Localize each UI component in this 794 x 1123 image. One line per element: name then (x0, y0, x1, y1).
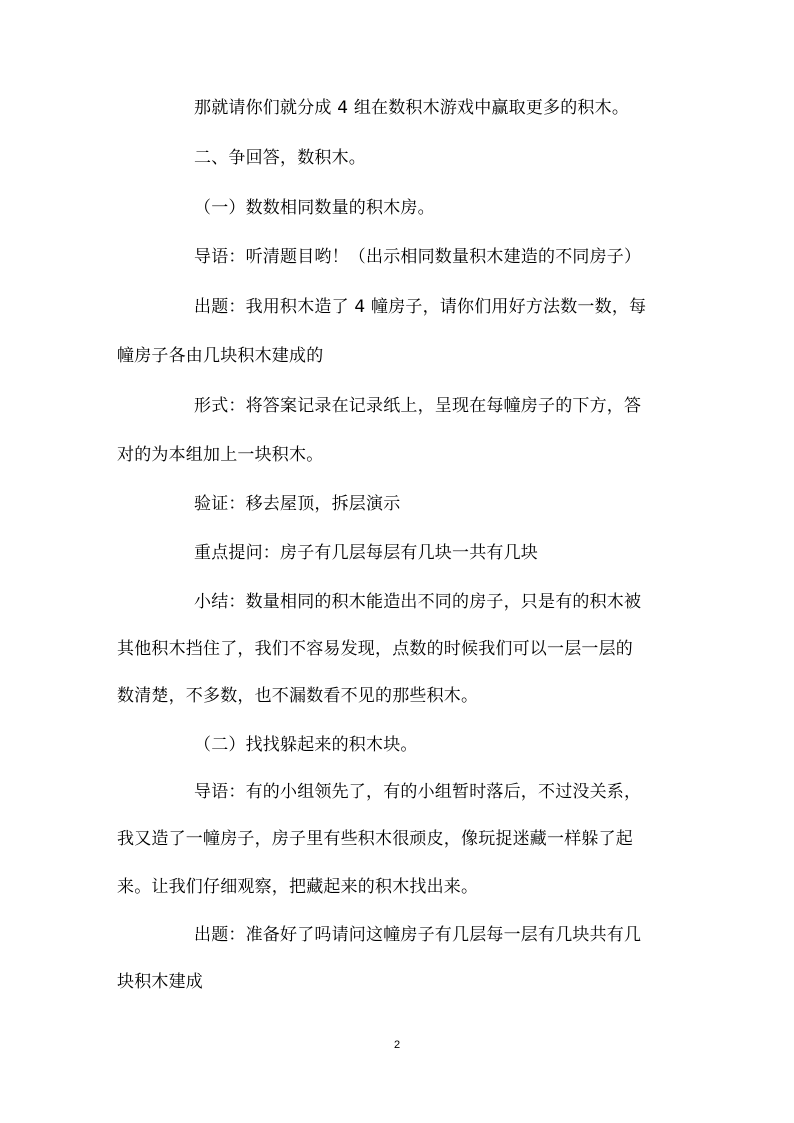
paragraph-line: 其他积木挡住了，我们不容易发现，点数的时候我们可以一层一层的 (117, 639, 633, 659)
paragraph-line: 出题：准备好了吗请问这幢房子有几层每一层有几块共有几 (194, 925, 642, 945)
subsection-heading: （二）找找躲起来的积木块。 (194, 735, 418, 755)
paragraph-line: 导语：听清题目哟！（出示相同数量积木建造的不同房子） (194, 247, 642, 267)
paragraph-line: 对的为本组加上一块积木。 (117, 445, 324, 465)
page-number: 2 (393, 1039, 401, 1051)
subsection-heading: （一）数数相同数量的积木房。 (194, 198, 435, 218)
paragraph-line: 小结：数量相同的积木能造出不同的房子，只是有的积木被 (194, 592, 642, 612)
paragraph-line: 验证：移去屋顶，拆层演示 (194, 494, 401, 514)
section-heading: 二、争回答，数积木。 (194, 148, 366, 168)
paragraph-line: 那就请你们就分成 4 组在数积木游戏中赢取更多的积木。 (194, 98, 630, 118)
paragraph-line: 重点提问：房子有几层每层有几块一共有几块 (194, 543, 538, 563)
paragraph-line: 形式：将答案记录在记录纸上，呈现在每幢房子的下方，答 (194, 396, 642, 416)
paragraph-line: 幢房子各由几块积木建成的 (117, 346, 324, 366)
paragraph-line: 数清楚，不多数，也不漏数看不见的那些积木。 (117, 686, 479, 706)
paragraph-line: 导语：有的小组领先了，有的小组暂时落后，不过没关系， (194, 782, 642, 802)
paragraph-line: 块积木建成 (117, 972, 203, 992)
paragraph-line: 我又造了一幢房子，房子里有些积木很顽皮，像玩捉迷藏一样躲了起 (117, 829, 633, 849)
paragraph-line: 来。让我们仔细观察，把藏起来的积木找出来。 (117, 877, 479, 897)
paragraph-line: 出题：我用积木造了 4 幢房子，请你们用好方法数一数，每 (194, 297, 647, 317)
